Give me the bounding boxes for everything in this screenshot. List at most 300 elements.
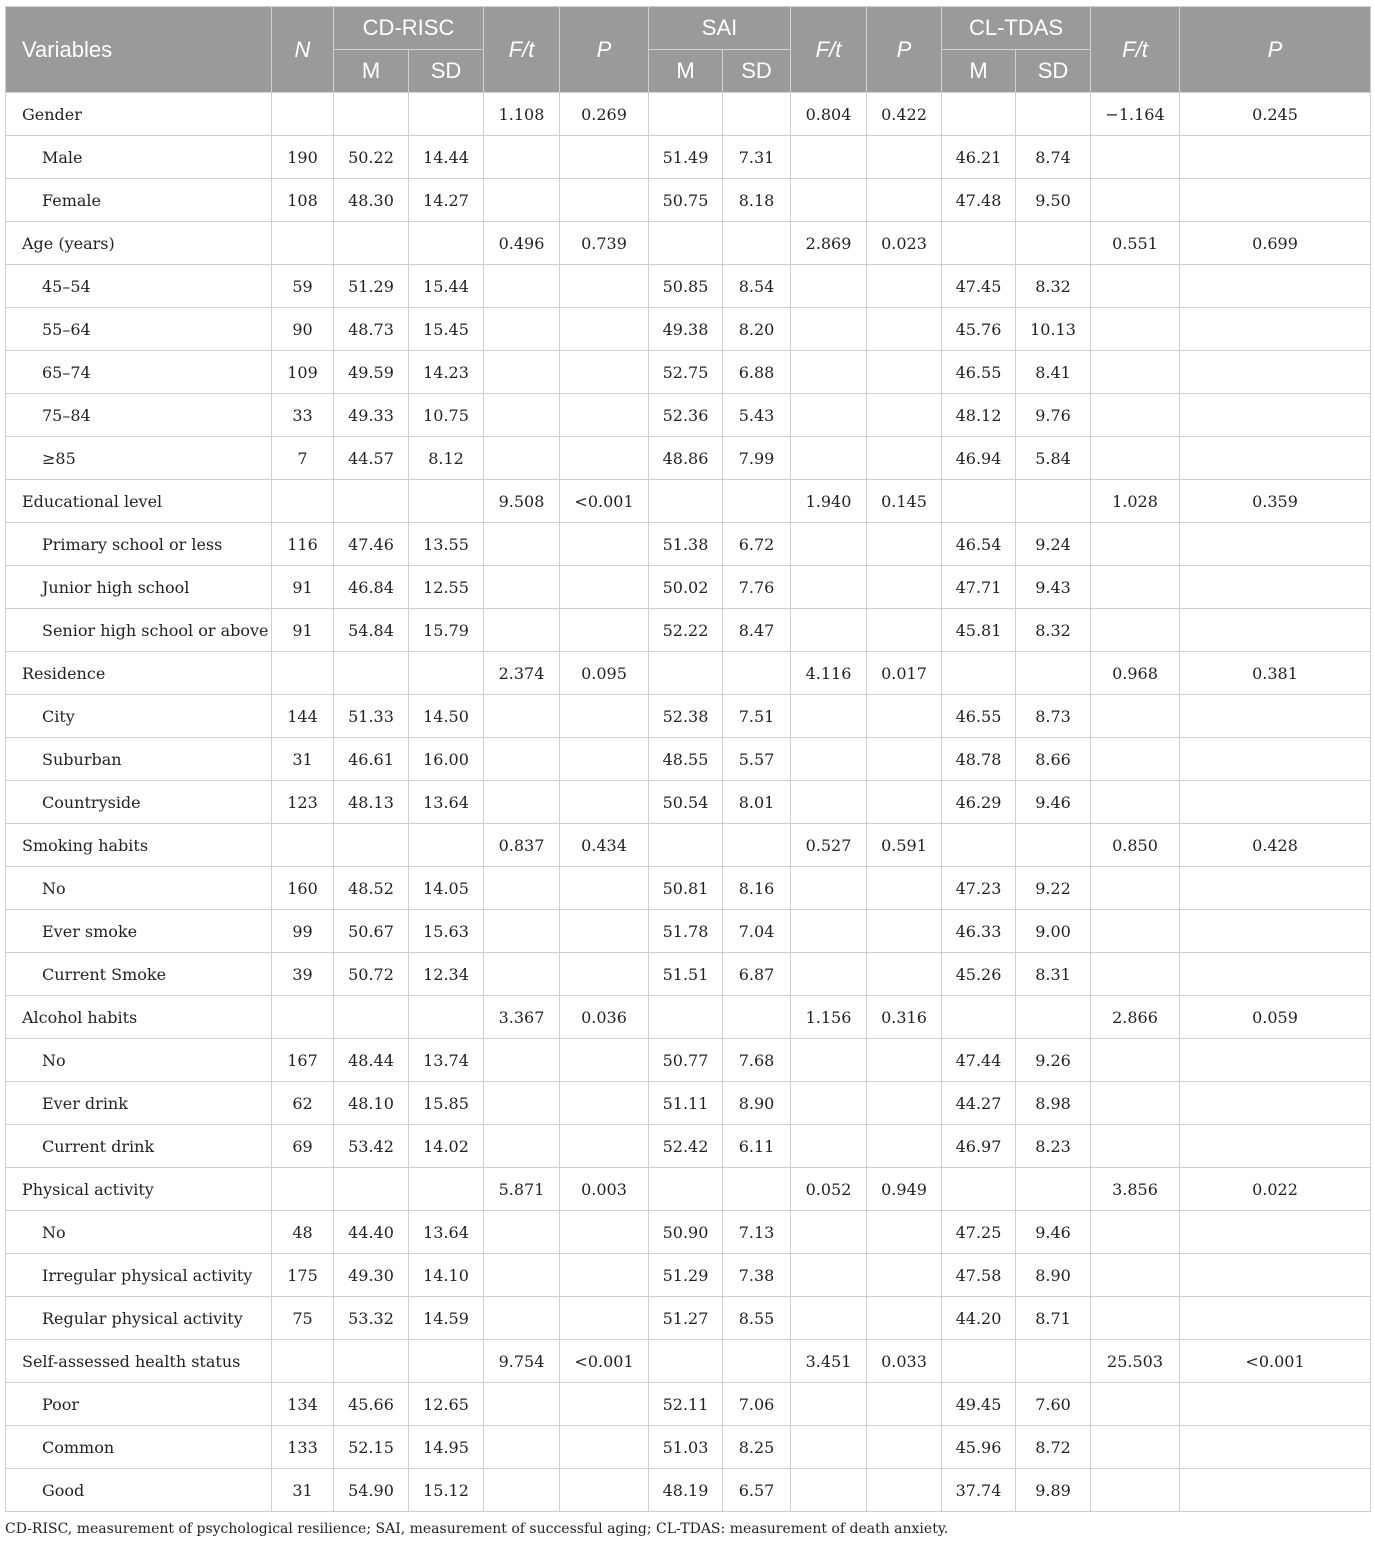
cell-cl-sd bbox=[1016, 1340, 1091, 1383]
cell-cl-m bbox=[942, 824, 1016, 867]
cell-n: 75 bbox=[272, 1297, 334, 1340]
cell-sai-sd: 5.57 bbox=[723, 738, 791, 781]
cell-p3: 0.699 bbox=[1180, 222, 1371, 265]
cell-sai-m bbox=[649, 93, 723, 136]
cell-p3 bbox=[1180, 609, 1371, 652]
cell-cl-sd: 8.32 bbox=[1016, 265, 1091, 308]
cell-cl-m: 45.26 bbox=[942, 953, 1016, 996]
cell-n: 48 bbox=[272, 1211, 334, 1254]
cell-sai-m: 51.51 bbox=[649, 953, 723, 996]
cell-cl-sd: 8.23 bbox=[1016, 1125, 1091, 1168]
cell-cd-m: 46.84 bbox=[334, 566, 409, 609]
cell-cl-sd: 8.41 bbox=[1016, 351, 1091, 394]
cell-cd-m: 51.33 bbox=[334, 695, 409, 738]
cell-cd-m: 52.15 bbox=[334, 1426, 409, 1469]
cell-cd-m bbox=[334, 480, 409, 523]
cell-n bbox=[272, 652, 334, 695]
cell-cd-sd: 14.50 bbox=[409, 695, 484, 738]
cell-n: 134 bbox=[272, 1383, 334, 1426]
cell-ft3 bbox=[1091, 1082, 1180, 1125]
cell-sai-sd: 8.25 bbox=[723, 1426, 791, 1469]
cell-ft2: 0.804 bbox=[791, 93, 867, 136]
cell-cl-m: 48.12 bbox=[942, 394, 1016, 437]
cell-cd-m: 50.72 bbox=[334, 953, 409, 996]
cell-p1: <0.001 bbox=[560, 1340, 649, 1383]
cell-p3 bbox=[1180, 1383, 1371, 1426]
cell-cd-m bbox=[334, 996, 409, 1039]
cell-cl-sd: 9.89 bbox=[1016, 1469, 1091, 1512]
cell-p1: 0.036 bbox=[560, 996, 649, 1039]
cell-p2: 0.949 bbox=[867, 1168, 942, 1211]
cell-sai-sd bbox=[723, 480, 791, 523]
cell-cd-sd: 14.27 bbox=[409, 179, 484, 222]
cell-n: 109 bbox=[272, 351, 334, 394]
cell-ft1 bbox=[484, 351, 560, 394]
cell-sai-sd bbox=[723, 1168, 791, 1211]
cell-ft1 bbox=[484, 1125, 560, 1168]
cell-cd-sd bbox=[409, 996, 484, 1039]
cell-sai-sd: 6.87 bbox=[723, 953, 791, 996]
cell-cl-sd bbox=[1016, 480, 1091, 523]
table-row bbox=[6, 265, 1371, 308]
cell-cd-sd bbox=[409, 93, 484, 136]
cell-cl-sd: 8.74 bbox=[1016, 136, 1091, 179]
cell-ft1 bbox=[484, 1297, 560, 1340]
cell-cd-m: 48.30 bbox=[334, 179, 409, 222]
cell-p2 bbox=[867, 566, 942, 609]
cell-p3: <0.001 bbox=[1180, 1340, 1371, 1383]
cell-label: 45–54 bbox=[6, 265, 272, 308]
cell-cd-sd: 14.02 bbox=[409, 1125, 484, 1168]
cell-label: 65–74 bbox=[6, 351, 272, 394]
cell-cl-m: 46.55 bbox=[942, 351, 1016, 394]
cell-ft2 bbox=[791, 1211, 867, 1254]
table-row bbox=[6, 609, 1371, 652]
cell-sai-sd: 6.57 bbox=[723, 1469, 791, 1512]
cell-p3 bbox=[1180, 1469, 1371, 1512]
cell-p3 bbox=[1180, 867, 1371, 910]
cell-sai-sd: 6.11 bbox=[723, 1125, 791, 1168]
cell-sai-m bbox=[649, 1168, 723, 1211]
cell-label: Smoking habits bbox=[6, 824, 272, 867]
cell-cl-sd bbox=[1016, 1168, 1091, 1211]
cell-sai-m bbox=[649, 1340, 723, 1383]
cell-ft2 bbox=[791, 1469, 867, 1512]
cell-n bbox=[272, 824, 334, 867]
table-row bbox=[6, 1082, 1371, 1125]
cell-p3 bbox=[1180, 394, 1371, 437]
cell-label: Poor bbox=[6, 1383, 272, 1426]
cell-p2 bbox=[867, 1297, 942, 1340]
cell-cl-sd: 8.31 bbox=[1016, 953, 1091, 996]
cell-ft2 bbox=[791, 1297, 867, 1340]
cell-sai-m bbox=[649, 652, 723, 695]
cell-ft2 bbox=[791, 351, 867, 394]
cell-label: Good bbox=[6, 1469, 272, 1512]
cell-ft3 bbox=[1091, 351, 1180, 394]
cell-label: Current drink bbox=[6, 1125, 272, 1168]
cell-sai-m: 48.86 bbox=[649, 437, 723, 480]
cell-cl-m: 47.48 bbox=[942, 179, 1016, 222]
cell-p3 bbox=[1180, 1426, 1371, 1469]
cell-sai-sd: 8.90 bbox=[723, 1082, 791, 1125]
cell-p3 bbox=[1180, 308, 1371, 351]
table-row bbox=[6, 1211, 1371, 1254]
cell-sai-m: 51.27 bbox=[649, 1297, 723, 1340]
cell-p3 bbox=[1180, 953, 1371, 996]
cell-p1 bbox=[560, 867, 649, 910]
cell-p2 bbox=[867, 136, 942, 179]
cell-p2 bbox=[867, 953, 942, 996]
cell-ft1 bbox=[484, 1254, 560, 1297]
cell-p2 bbox=[867, 910, 942, 953]
cell-p3: 0.381 bbox=[1180, 652, 1371, 695]
cell-ft2 bbox=[791, 1125, 867, 1168]
cell-n: 33 bbox=[272, 394, 334, 437]
cell-cl-m bbox=[942, 1340, 1016, 1383]
cell-label: Suburban bbox=[6, 738, 272, 781]
cell-cl-m: 46.55 bbox=[942, 695, 1016, 738]
cell-sai-m: 52.22 bbox=[649, 609, 723, 652]
cell-p1 bbox=[560, 308, 649, 351]
cell-ft3: 0.850 bbox=[1091, 824, 1180, 867]
cell-n: 39 bbox=[272, 953, 334, 996]
cell-cd-sd: 13.64 bbox=[409, 1211, 484, 1254]
cell-cl-sd: 8.98 bbox=[1016, 1082, 1091, 1125]
cell-n: 31 bbox=[272, 738, 334, 781]
cell-cl-m: 47.23 bbox=[942, 867, 1016, 910]
cell-ft2 bbox=[791, 179, 867, 222]
cell-cl-sd: 9.00 bbox=[1016, 910, 1091, 953]
cell-label: Common bbox=[6, 1426, 272, 1469]
cell-p1: 0.434 bbox=[560, 824, 649, 867]
header-variables: Variables bbox=[6, 7, 272, 93]
cell-p3: 0.022 bbox=[1180, 1168, 1371, 1211]
cell-p2 bbox=[867, 609, 942, 652]
cell-cd-sd: 13.55 bbox=[409, 523, 484, 566]
cell-cd-sd: 15.79 bbox=[409, 609, 484, 652]
cell-cl-m bbox=[942, 1168, 1016, 1211]
cell-cl-sd: 8.32 bbox=[1016, 609, 1091, 652]
cell-sai-m bbox=[649, 222, 723, 265]
cell-p2 bbox=[867, 695, 942, 738]
cell-cl-sd: 9.26 bbox=[1016, 1039, 1091, 1082]
cell-n: 123 bbox=[272, 781, 334, 824]
cell-p2 bbox=[867, 1211, 942, 1254]
cell-ft1 bbox=[484, 910, 560, 953]
cell-ft3 bbox=[1091, 394, 1180, 437]
cell-sai-m: 50.85 bbox=[649, 265, 723, 308]
cell-sai-sd: 8.47 bbox=[723, 609, 791, 652]
table-row bbox=[6, 867, 1371, 910]
cell-n: 91 bbox=[272, 609, 334, 652]
cell-sai-sd: 8.20 bbox=[723, 308, 791, 351]
cell-label: Age (years) bbox=[6, 222, 272, 265]
cell-sai-sd: 7.38 bbox=[723, 1254, 791, 1297]
cell-n: 31 bbox=[272, 1469, 334, 1512]
cell-p3 bbox=[1180, 1082, 1371, 1125]
cell-ft2: 4.116 bbox=[791, 652, 867, 695]
table-row bbox=[6, 1297, 1371, 1340]
cell-p2 bbox=[867, 437, 942, 480]
cell-ft2 bbox=[791, 867, 867, 910]
cell-cd-m: 50.22 bbox=[334, 136, 409, 179]
cell-p2: 0.033 bbox=[867, 1340, 942, 1383]
cell-cl-m bbox=[942, 480, 1016, 523]
cell-sai-m: 50.54 bbox=[649, 781, 723, 824]
cell-ft2 bbox=[791, 910, 867, 953]
cell-ft3 bbox=[1091, 1254, 1180, 1297]
cell-p3 bbox=[1180, 351, 1371, 394]
cell-ft3 bbox=[1091, 1426, 1180, 1469]
cell-ft2 bbox=[791, 566, 867, 609]
cell-sai-sd: 8.18 bbox=[723, 179, 791, 222]
cell-cl-sd: 8.72 bbox=[1016, 1426, 1091, 1469]
cell-p3 bbox=[1180, 179, 1371, 222]
cell-cd-m: 44.57 bbox=[334, 437, 409, 480]
cell-cl-sd: 8.66 bbox=[1016, 738, 1091, 781]
cell-sai-sd: 7.51 bbox=[723, 695, 791, 738]
cell-label: Ever drink bbox=[6, 1082, 272, 1125]
cell-ft1 bbox=[484, 179, 560, 222]
cell-cl-sd: 8.90 bbox=[1016, 1254, 1091, 1297]
table-container bbox=[5, 6, 1370, 1512]
cell-sai-m: 50.75 bbox=[649, 179, 723, 222]
table-row bbox=[6, 136, 1371, 179]
cell-cd-m: 45.66 bbox=[334, 1383, 409, 1426]
cell-cl-sd: 7.60 bbox=[1016, 1383, 1091, 1426]
table-row-group bbox=[6, 1340, 1371, 1383]
table-row bbox=[6, 566, 1371, 609]
header-p-sai: P bbox=[867, 7, 942, 93]
cell-sai-m: 51.03 bbox=[649, 1426, 723, 1469]
cell-p2 bbox=[867, 1125, 942, 1168]
cell-cl-sd: 8.73 bbox=[1016, 695, 1091, 738]
header-p-cdrisc: P bbox=[560, 7, 649, 93]
cell-cd-m: 50.67 bbox=[334, 910, 409, 953]
cell-cd-m: 53.42 bbox=[334, 1125, 409, 1168]
cell-p1 bbox=[560, 265, 649, 308]
cell-p3: 0.428 bbox=[1180, 824, 1371, 867]
cell-label: Countryside bbox=[6, 781, 272, 824]
cell-p1 bbox=[560, 695, 649, 738]
cell-cd-sd: 14.05 bbox=[409, 867, 484, 910]
cell-p3 bbox=[1180, 695, 1371, 738]
cell-p2 bbox=[867, 265, 942, 308]
cell-cl-m: 46.33 bbox=[942, 910, 1016, 953]
cell-ft3 bbox=[1091, 1211, 1180, 1254]
cell-p3 bbox=[1180, 1254, 1371, 1297]
cell-n bbox=[272, 480, 334, 523]
cell-ft3: 0.551 bbox=[1091, 222, 1180, 265]
cell-p1 bbox=[560, 1469, 649, 1512]
cell-p1 bbox=[560, 1426, 649, 1469]
cell-label: Male bbox=[6, 136, 272, 179]
cell-ft3 bbox=[1091, 136, 1180, 179]
cell-ft2 bbox=[791, 1383, 867, 1426]
cell-sai-sd: 5.43 bbox=[723, 394, 791, 437]
cell-cd-m: 49.59 bbox=[334, 351, 409, 394]
cell-cl-sd: 5.84 bbox=[1016, 437, 1091, 480]
cell-p1 bbox=[560, 1125, 649, 1168]
cell-cd-sd: 14.95 bbox=[409, 1426, 484, 1469]
cell-sai-sd: 7.68 bbox=[723, 1039, 791, 1082]
cell-ft1: 9.754 bbox=[484, 1340, 560, 1383]
cell-ft3: 0.968 bbox=[1091, 652, 1180, 695]
cell-cl-m: 46.97 bbox=[942, 1125, 1016, 1168]
table-row bbox=[6, 351, 1371, 394]
cell-cd-sd: 14.10 bbox=[409, 1254, 484, 1297]
cell-cl-sd: 9.46 bbox=[1016, 781, 1091, 824]
cell-p3 bbox=[1180, 1039, 1371, 1082]
cell-cl-m: 48.78 bbox=[942, 738, 1016, 781]
cell-sai-m: 52.11 bbox=[649, 1383, 723, 1426]
cell-label: 75–84 bbox=[6, 394, 272, 437]
cell-p2: 0.017 bbox=[867, 652, 942, 695]
header-sai-m: M bbox=[649, 50, 723, 93]
cell-n bbox=[272, 93, 334, 136]
cell-cl-sd: 9.24 bbox=[1016, 523, 1091, 566]
cell-cd-sd: 13.64 bbox=[409, 781, 484, 824]
cell-ft3 bbox=[1091, 867, 1180, 910]
cell-sai-sd: 8.01 bbox=[723, 781, 791, 824]
cell-ft2: 3.451 bbox=[791, 1340, 867, 1383]
cell-ft3 bbox=[1091, 953, 1180, 996]
cell-cd-sd: 15.44 bbox=[409, 265, 484, 308]
cell-cl-m: 45.76 bbox=[942, 308, 1016, 351]
cell-p2 bbox=[867, 1469, 942, 1512]
table-body bbox=[6, 93, 1371, 1512]
cell-cl-m: 47.25 bbox=[942, 1211, 1016, 1254]
cell-ft1 bbox=[484, 867, 560, 910]
cell-cl-sd bbox=[1016, 652, 1091, 695]
cell-cd-m: 46.61 bbox=[334, 738, 409, 781]
cell-label: Irregular physical activity bbox=[6, 1254, 272, 1297]
cell-p3 bbox=[1180, 1211, 1371, 1254]
cell-sai-m: 49.38 bbox=[649, 308, 723, 351]
cell-n: 91 bbox=[272, 566, 334, 609]
cell-ft3 bbox=[1091, 523, 1180, 566]
cell-p2: 0.145 bbox=[867, 480, 942, 523]
cell-ft3: 3.856 bbox=[1091, 1168, 1180, 1211]
table-row-group bbox=[6, 652, 1371, 695]
cell-ft3 bbox=[1091, 1383, 1180, 1426]
cell-ft1 bbox=[484, 566, 560, 609]
cell-p3 bbox=[1180, 1125, 1371, 1168]
cell-p1 bbox=[560, 179, 649, 222]
table-row bbox=[6, 781, 1371, 824]
cell-ft2 bbox=[791, 523, 867, 566]
cell-ft3 bbox=[1091, 1297, 1180, 1340]
cell-ft2 bbox=[791, 1254, 867, 1297]
cell-ft3: 1.028 bbox=[1091, 480, 1180, 523]
cell-ft2: 1.940 bbox=[791, 480, 867, 523]
data-table bbox=[5, 6, 1371, 1512]
cell-p3 bbox=[1180, 1297, 1371, 1340]
cell-ft2 bbox=[791, 609, 867, 652]
cell-p2 bbox=[867, 1426, 942, 1469]
cell-cd-m: 54.84 bbox=[334, 609, 409, 652]
cell-cl-m: 47.58 bbox=[942, 1254, 1016, 1297]
cell-cl-m: 45.96 bbox=[942, 1426, 1016, 1469]
cell-p3: 0.059 bbox=[1180, 996, 1371, 1039]
table-header bbox=[6, 7, 1371, 93]
cell-cd-m bbox=[334, 652, 409, 695]
cell-cd-sd bbox=[409, 652, 484, 695]
cell-ft3: 2.866 bbox=[1091, 996, 1180, 1039]
table-row bbox=[6, 695, 1371, 738]
cell-ft2 bbox=[791, 394, 867, 437]
cell-ft1: 2.374 bbox=[484, 652, 560, 695]
cell-p2 bbox=[867, 394, 942, 437]
cell-ft3 bbox=[1091, 308, 1180, 351]
cell-cl-m: 46.29 bbox=[942, 781, 1016, 824]
cell-label: City bbox=[6, 695, 272, 738]
table-row-group bbox=[6, 824, 1371, 867]
cell-ft2: 1.156 bbox=[791, 996, 867, 1039]
cell-cd-sd: 12.65 bbox=[409, 1383, 484, 1426]
cell-p3 bbox=[1180, 523, 1371, 566]
cell-ft2 bbox=[791, 738, 867, 781]
cell-ft1: 1.108 bbox=[484, 93, 560, 136]
cell-cd-sd bbox=[409, 222, 484, 265]
cell-label: 55–64 bbox=[6, 308, 272, 351]
cell-n: 90 bbox=[272, 308, 334, 351]
cell-sai-sd: 7.99 bbox=[723, 437, 791, 480]
cell-n bbox=[272, 1168, 334, 1211]
cell-p2 bbox=[867, 308, 942, 351]
header-ft-cdrisc: F/t bbox=[484, 7, 560, 93]
header-sai-sd: SD bbox=[723, 50, 791, 93]
cell-ft1 bbox=[484, 265, 560, 308]
cell-cl-m bbox=[942, 996, 1016, 1039]
cell-p1 bbox=[560, 1383, 649, 1426]
table-row bbox=[6, 1469, 1371, 1512]
cell-n: 160 bbox=[272, 867, 334, 910]
cell-p1: 0.003 bbox=[560, 1168, 649, 1211]
cell-n: 175 bbox=[272, 1254, 334, 1297]
cell-p2: 0.023 bbox=[867, 222, 942, 265]
cell-cd-m: 49.33 bbox=[334, 394, 409, 437]
cell-cd-m: 49.30 bbox=[334, 1254, 409, 1297]
cell-cl-m: 49.45 bbox=[942, 1383, 1016, 1426]
cell-sai-m: 48.55 bbox=[649, 738, 723, 781]
cell-label: No bbox=[6, 867, 272, 910]
cell-label: Alcohol habits bbox=[6, 996, 272, 1039]
cell-cl-m bbox=[942, 652, 1016, 695]
cell-cd-m: 51.29 bbox=[334, 265, 409, 308]
cell-p2 bbox=[867, 1039, 942, 1082]
cell-n: 69 bbox=[272, 1125, 334, 1168]
table-row bbox=[6, 437, 1371, 480]
cell-cd-sd bbox=[409, 1340, 484, 1383]
cell-cd-m bbox=[334, 93, 409, 136]
cell-sai-m: 52.75 bbox=[649, 351, 723, 394]
cell-label: Educational level bbox=[6, 480, 272, 523]
cell-ft3 bbox=[1091, 1125, 1180, 1168]
cell-sai-sd: 8.55 bbox=[723, 1297, 791, 1340]
header-ft-sai: F/t bbox=[791, 7, 867, 93]
cell-p1 bbox=[560, 437, 649, 480]
cell-cd-sd: 14.23 bbox=[409, 351, 484, 394]
cell-n bbox=[272, 996, 334, 1039]
cell-ft1 bbox=[484, 738, 560, 781]
cell-ft3 bbox=[1091, 566, 1180, 609]
cell-ft3 bbox=[1091, 179, 1180, 222]
cell-cl-sd bbox=[1016, 824, 1091, 867]
cell-ft2 bbox=[791, 136, 867, 179]
table-row-group bbox=[6, 480, 1371, 523]
